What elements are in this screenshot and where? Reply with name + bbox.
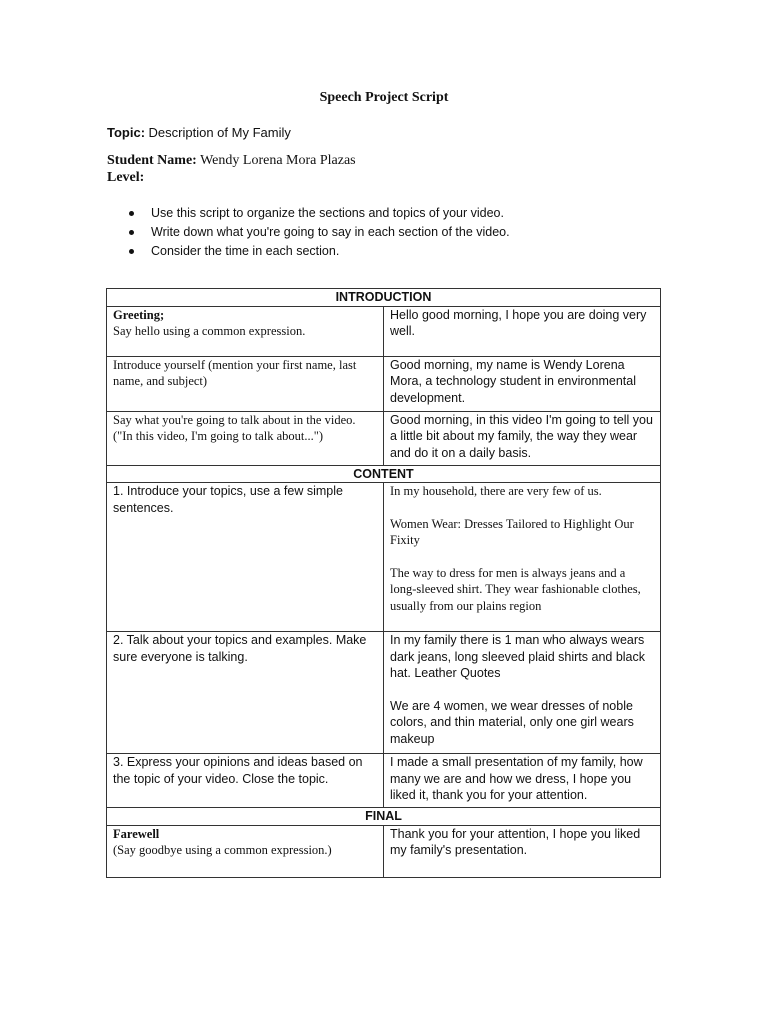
bullet-icon [129,211,134,216]
greeting-title: Greeting; [113,307,165,322]
examples-answer-cell [384,632,661,754]
examples-prompt-cell [107,632,384,754]
list-item [125,223,510,242]
topics-answer-2: Women Wear: Dresses Tailored to Highlight Our Fixity [390,516,634,547]
table-row [107,411,661,465]
topic-label: Topic: [107,125,146,140]
talk-answer: Good morning, in this video I'm going to tell you a little bit about my family, the way they wear and do it on a daily basis. [390,412,653,460]
instruction-text: Write down what you're going to say in each section of the video. [151,225,510,239]
greeting-answer-cell [384,306,661,356]
topic-line [107,125,291,142]
introduce-prompt: Introduce yourself (mention your first name, last name, and subject) [113,357,357,388]
list-item [125,242,510,261]
examples-prompt: 2. Talk about your topics and examples. Make sure everyone is talking. [113,633,367,664]
topics-answer-1: In my household, there are very few of us. [390,484,602,498]
greeting-prompt-cell [107,306,384,356]
farewell-title: Farewell [113,826,160,841]
introduction-header: INTRODUCTION [107,289,661,307]
bullet-icon [129,249,134,254]
farewell-prompt: (Say goodbye using a common expression.) [113,843,332,857]
final-header: FINAL [107,808,661,826]
talk-prompt: Say what you're going to talk about in the video. ("In this video, I'm going to talk about...") [113,412,356,443]
topics-answer-3: The way to dress for men is always jeans and a long-sleeved shirt. They wear fashionable clothes, usually from our plains region [390,565,641,613]
bullet-icon [129,230,134,235]
introduce-answer: Good morning, my name is Wendy Lorena Mora, a technology student in environmental development. [390,357,636,405]
topics-prompt-cell [107,483,384,632]
instruction-text: Use this script to organize the sections and topics of your video. [151,206,504,220]
student-name-label: Student Name: [107,153,197,168]
topic-value: Description of My Family [148,125,291,140]
instructions-list [125,204,510,261]
opinions-prompt: 3. Express your opinions and ideas based on the topic of your video. Close the topic. [113,755,363,786]
table-row [107,306,661,356]
farewell-answer-cell [384,825,661,877]
student-name-line [107,153,356,169]
greeting-prompt: Say hello using a common expression. [113,324,306,338]
table-row [107,825,661,877]
farewell-prompt-cell [107,825,384,877]
greeting-answer: Hello good morning, I hope you are doing very well. [390,307,647,338]
talk-answer-cell [384,411,661,465]
table-row [107,289,661,307]
instruction-text: Consider the time in each section. [151,244,340,258]
examples-answer-1: In my family there is 1 man who always wears dark jeans, long sleeved plaid shirts and black hat. Leather Quotes [390,633,646,680]
table-row [107,356,661,411]
table-row [107,465,661,483]
examples-answer-2: We are 4 women, we wear dresses of noble colors, and thin material, only one girl wears makeup [390,698,634,746]
student-name-value: Wendy Lorena Mora Plazas [200,153,356,168]
introduce-prompt-cell [107,356,384,411]
topics-answer-cell [384,483,661,632]
table-row [107,483,661,632]
topics-prompt: 1. Introduce your topics, use a few simple sentences. [113,484,343,515]
list-item [125,204,510,223]
opinions-answer: I made a small presentation of my family, how many we are and how we dress, I hope you liked it, thank you for your attention. [390,755,643,802]
introduce-answer-cell [384,356,661,411]
farewell-answer: Thank you for your attention, I hope you liked my family's presentation. [390,826,641,857]
table-row [107,808,661,826]
document-title: Speech Project Script [319,90,449,105]
script-table [106,288,661,878]
table-row [107,754,661,808]
level-label: Level: [107,170,145,185]
table-row [107,632,661,754]
opinions-answer-cell [384,754,661,808]
content-header: CONTENT [107,465,661,483]
talk-prompt-cell [107,411,384,465]
opinions-prompt-cell [107,754,384,808]
